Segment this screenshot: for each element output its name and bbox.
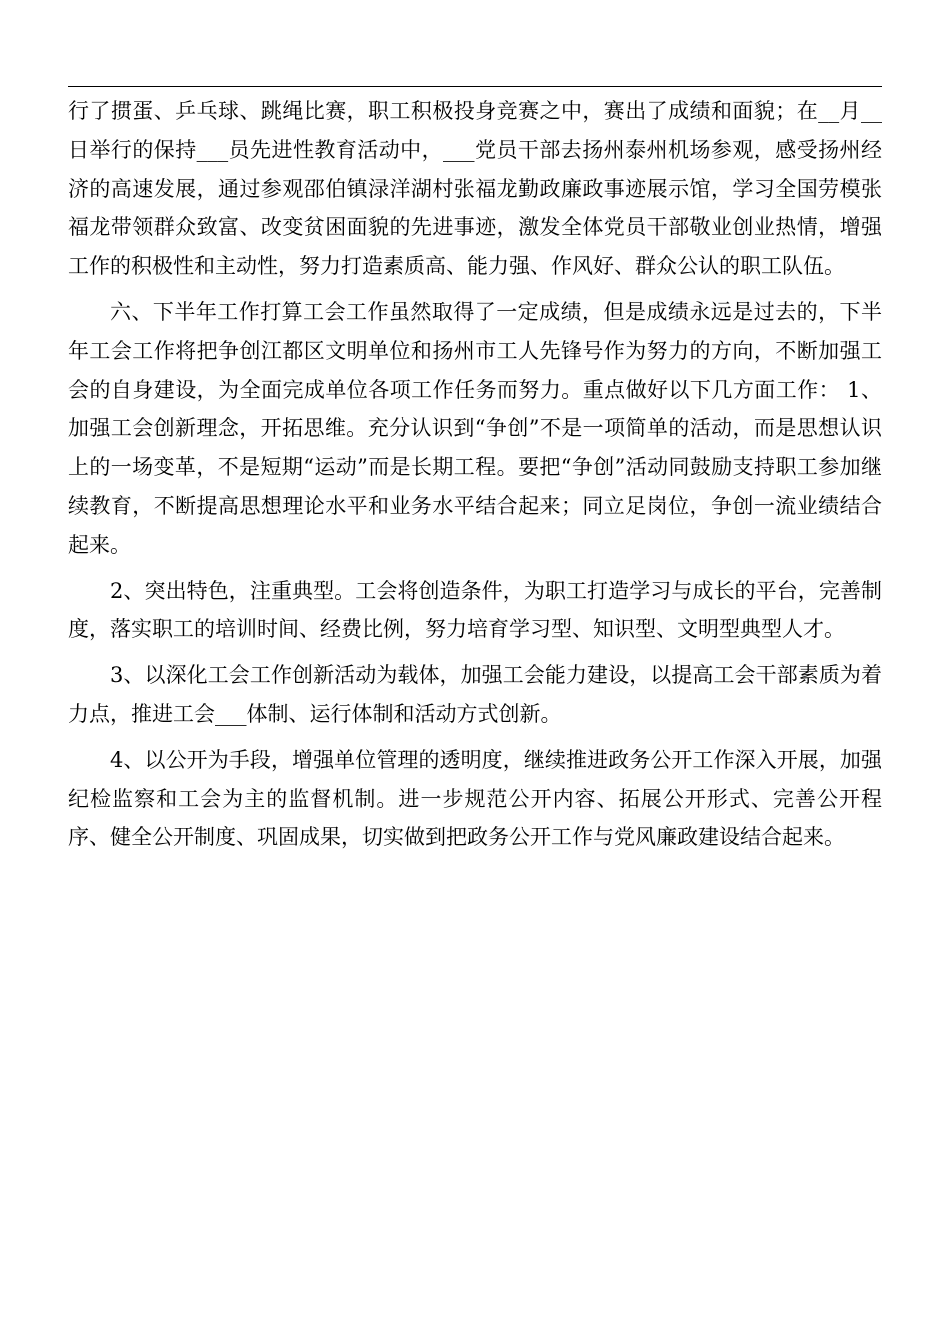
document-body [68,92,882,864]
paragraph-continuation: 行了掼蛋、乒乓球、跳绳比赛，职工积极投身竞赛之中，赛出了成绩和面貌；在__月__日举行的保持___员先进性教育活动中，___党员干部去扬州泰州机场参观，感受扬州经济的高速发展，通过参观邵伯镇渌洋湖村张福龙勤政廉政事迹展示馆，学习全国劳模张福龙带领群众致富、改变贫困面貌的先进事迹，激发全体党员干部敬业创业热情，增强工作的积极性和主动性，努力打造素质高、能力强、作风好、群众公认的职工队伍。 [68,99,882,279]
paragraph-item-2: 2、突出特色，注重典型。工会将创造条件，为职工打造学习与成长的平台，完善制度，落实职工的培训时间、经费比例，努力培育学习型、知识型、文明型典型人才。 [68,578,882,642]
header-rule [68,86,882,87]
paragraph-item-3: 3、以深化工会工作创新活动为载体，加强工会能力建设，以提高工会干部素质为着力点，推进工会___体制、运行体制和活动方式创新。 [68,663,882,726]
paragraph-second-half-plan: 六、下半年工作打算工会工作虽然取得了一定成绩，但是成绩永远是过去的，下半年工会工作将把争创江都区文明单位和扬州市工人先锋号作为努力的方向，不断加强工会的自身建设，为全面完成单位各项工作任务而努力。重点做好以下几方面工作： 1、加强工会创新理念，开拓思维。充分认识到“争创”不是一项简单的活动，而是思想认识上的一场变革，不是短期“运动”而是长期工程。要把“争创”活动同鼓励支持职工参加继续教育，不断提高思想理论水平和业务水平结合起来；同立足岗位，争创一流业绩结合起来。 [68,299,882,557]
paragraph-item-4: 4、以公开为手段，增强单位管理的透明度，继续推进政务公开工作深入开展，加强纪检监察和工会为主的监督机制。进一步规范公开内容、拓展公开形式、完善公开程序、健全公开制度、巩固成果，切实做到把政务公开工作与党风廉政建设结合起来。 [68,747,882,850]
